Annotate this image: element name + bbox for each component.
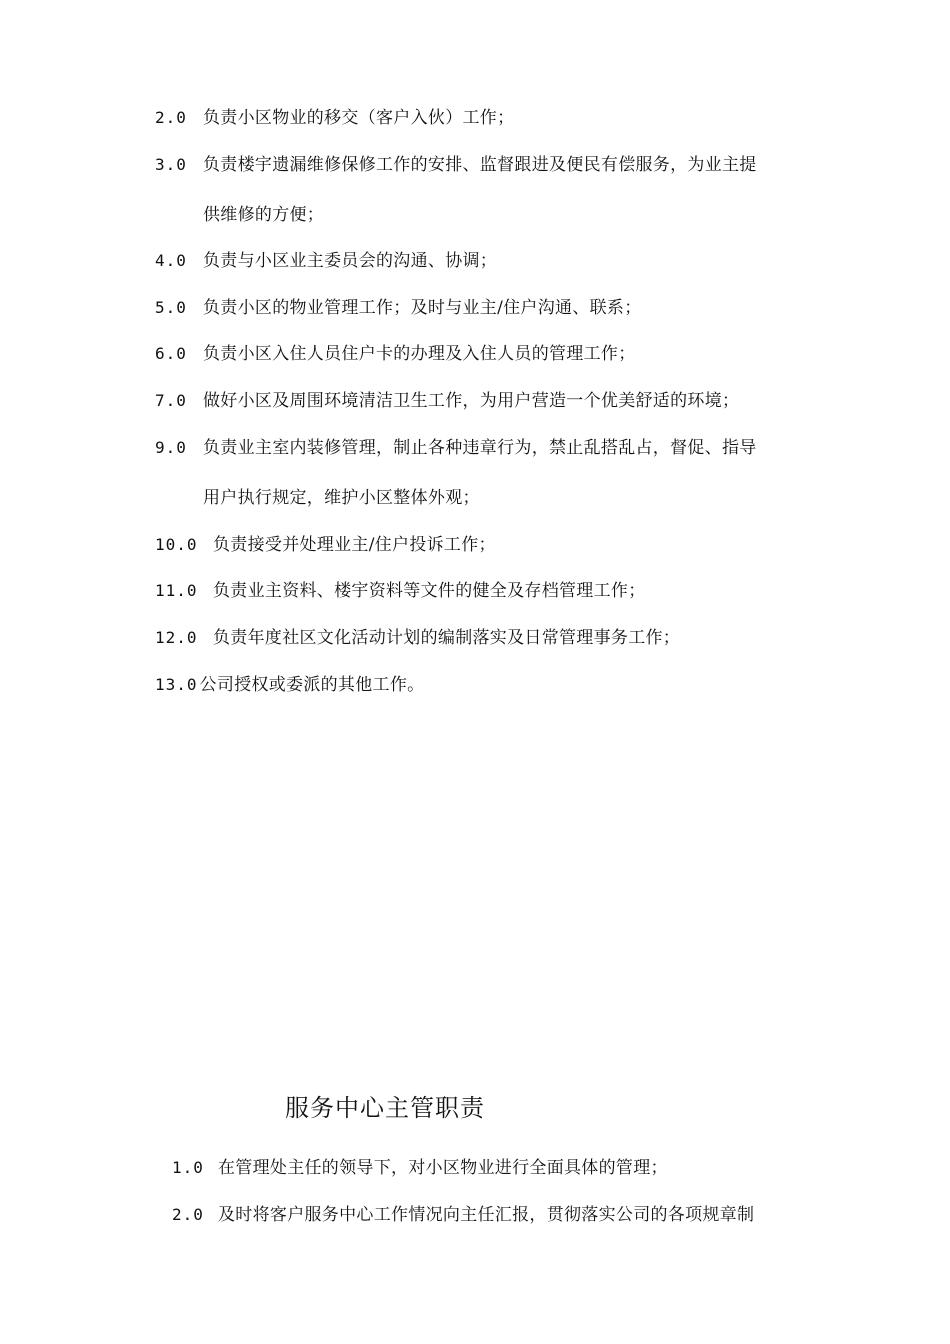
item-number: 2.0 bbox=[172, 1205, 204, 1224]
list-item bbox=[155, 437, 757, 459]
item-text: 负责业主资料、楼宇资料等文件的健全及存档管理工作； bbox=[213, 581, 646, 601]
item-number: 5.0 bbox=[155, 298, 187, 317]
item-number: 7.0 bbox=[155, 391, 187, 410]
item-number: 3.0 bbox=[155, 155, 187, 174]
list-item bbox=[172, 1204, 754, 1226]
item-number: 2.0 bbox=[155, 108, 187, 127]
item-text: 负责与小区业主委员会的沟通、协调； bbox=[203, 251, 498, 271]
item-number: 10.0 bbox=[155, 535, 198, 554]
item-text: 负责小区物业的移交（客户入伙）工作； bbox=[203, 108, 515, 128]
list-item bbox=[155, 343, 636, 365]
list-item bbox=[155, 390, 739, 412]
item-text: 在管理处主任的领导下，对小区物业进行全面具体的管理； bbox=[218, 1158, 668, 1178]
item-text: 负责小区的物业管理工作；及时与业主/住户沟通、联系； bbox=[203, 298, 642, 318]
item-number: 13.0 bbox=[155, 675, 198, 694]
item-number: 12.0 bbox=[155, 628, 198, 647]
item-number: 9.0 bbox=[155, 438, 187, 457]
item-text: 负责楼宇遗漏维修保修工作的安排、监督跟进及便民有偿服务，为业主提 bbox=[203, 155, 757, 175]
item-text: 负责小区入住人员住户卡的办理及入住人员的管理工作； bbox=[203, 344, 636, 364]
item-number: 11.0 bbox=[155, 581, 198, 600]
item-text-continued: 用户执行规定，维护小区整体外观； bbox=[203, 488, 480, 508]
list-item bbox=[155, 580, 646, 602]
item-text: 及时将客户服务中心工作情况向主任汇报，贯彻落实公司的各项规章制 bbox=[218, 1205, 755, 1225]
item-number: 6.0 bbox=[155, 344, 187, 363]
list-item-continuation bbox=[203, 487, 480, 509]
list-item bbox=[155, 154, 757, 176]
item-text: 做好小区及周围环境清洁卫生工作，为用户营造一个优美舒适的环境； bbox=[203, 391, 740, 411]
item-text: 负责年度社区文化活动计划的编制落实及日常管理事务工作； bbox=[213, 628, 681, 648]
list-item bbox=[155, 107, 514, 129]
item-text: 公司授权或委派的其他工作。 bbox=[199, 675, 425, 695]
list-item bbox=[155, 674, 424, 696]
list-item bbox=[155, 297, 642, 319]
item-text: 负责接受并处理业主/住户投诉工作； bbox=[213, 535, 496, 555]
list-item bbox=[172, 1157, 668, 1179]
list-item bbox=[155, 534, 496, 556]
item-number: 1.0 bbox=[172, 1158, 204, 1177]
item-text-continued: 供维修的方便； bbox=[203, 205, 325, 225]
item-number: 4.0 bbox=[155, 251, 187, 270]
item-text: 负责业主室内装修管理，制止各种违章行为，禁止乱搭乱占，督促、指导 bbox=[203, 438, 757, 458]
list-item-continuation bbox=[203, 204, 324, 226]
list-item bbox=[155, 627, 680, 649]
list-item bbox=[155, 250, 497, 272]
section-title: 服务中心主管职责 bbox=[285, 1094, 485, 1122]
